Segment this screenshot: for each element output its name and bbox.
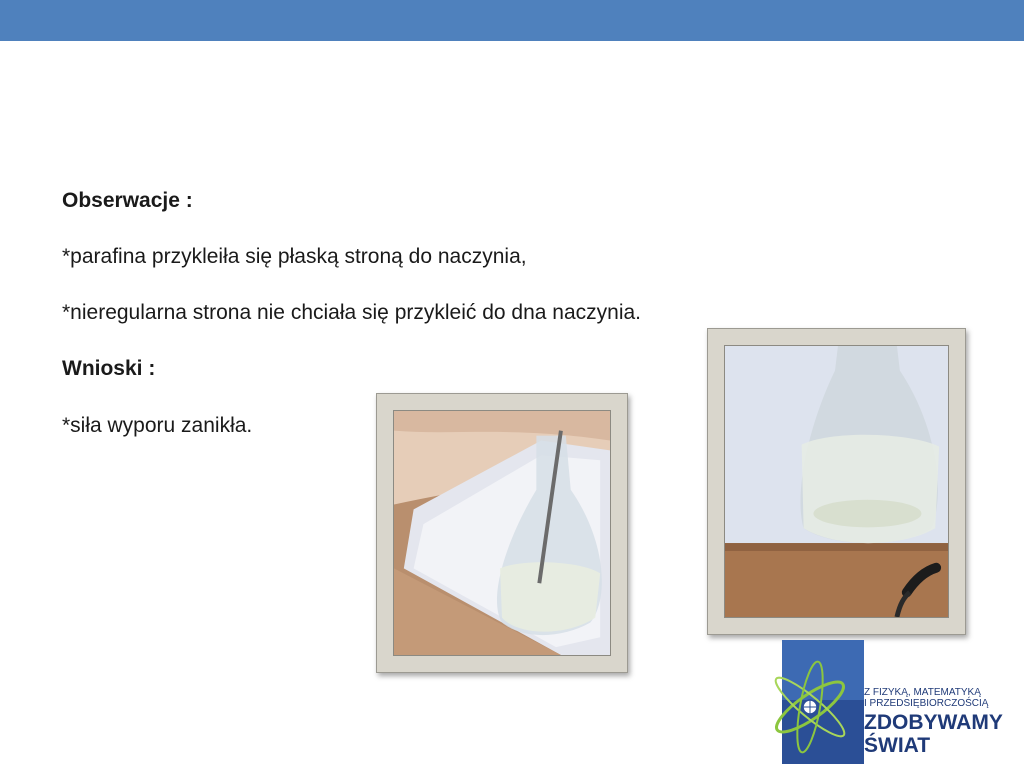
photo-frame-flask-on-paper xyxy=(376,393,628,673)
conclusions-heading: Wnioski : xyxy=(62,357,156,380)
logo-name-line-1: ZDOBYWAMY xyxy=(864,711,1003,734)
zdobywamy-swiat-logo xyxy=(772,632,1024,768)
logo-tagline-line-1: Z FIZYKĄ, MATEMATYKĄ xyxy=(864,687,981,698)
logo-name-line-2: ŚWIAT xyxy=(864,734,931,757)
top-accent-bar xyxy=(0,0,1024,41)
observation-item-2: *nieregularna strona nie chciała się przykleić do dna naczynia. xyxy=(62,301,641,324)
conclusion-item-1: *siła wyporu zanikła. xyxy=(62,414,253,437)
observation-item-1: *parafina przykleiła się płaską stroną do naczynia, xyxy=(62,245,527,268)
logo-tagline-line-2: I PRZEDSIĘBIORCZOŚCIĄ xyxy=(864,698,989,709)
photo-frame-flask-on-desk xyxy=(707,328,966,635)
photo-flask-on-desk xyxy=(724,345,949,618)
photo-flask-on-paper xyxy=(393,410,611,656)
observations-heading: Obserwacje : xyxy=(62,189,193,212)
